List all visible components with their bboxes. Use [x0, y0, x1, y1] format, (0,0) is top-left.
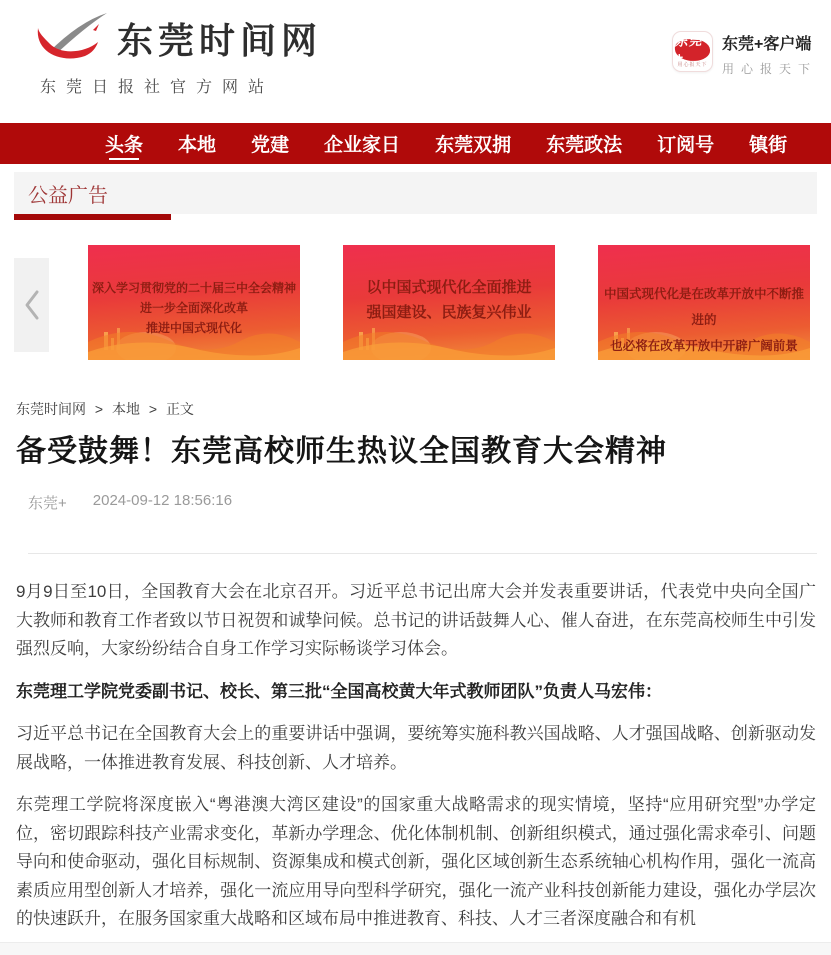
article-paragraph: 习近平总书记在全国教育大会上的重要讲话中强调，要统筹实施科教兴国战略、人才强国战略、创新驱动发展战略，一体推进教育发展、科技创新、人才培养。 — [16, 724, 816, 772]
meta-divider — [28, 553, 817, 554]
public-ad-underline — [14, 214, 171, 220]
breadcrumb-current: 正文 — [165, 401, 194, 417]
article-paragraph: 东莞理工学院将深度嵌入“粤港澳大湾区建设”的国家重大战略需求的现实情境，坚持“应用研究型”办学定位，密切跟踪科技产业需求变化，革新办学理念、优化体制机制、创新组织模式，通过强化需求牵引、问题导向和使命驱动，强化目标规制、资源集成和模式创新，强化区域创新生态系统轴心机构作用，强化一流高素质应用型创新人才培养，强化一流应用导向型科学研究，强化一流产业科技创新能力建设，强化办学层次的快速跃升，在服务国家重大战略和区域布局中推进教育、科技、人才三者深度融合和有机 — [16, 795, 816, 928]
article-timestamp: 2024-09-12 18:56:16 — [92, 492, 233, 509]
nav-item-towns[interactable]: 镇街 — [749, 135, 788, 156]
ad-banner-3[interactable] — [598, 245, 810, 360]
bottom-strip — [0, 942, 831, 955]
nav-item-subscriptions[interactable]: 订阅号 — [657, 135, 715, 156]
nav-item-party-building[interactable]: 党建 — [251, 135, 290, 156]
nav-item-headlines[interactable]: 头条 — [105, 123, 143, 164]
breadcrumb-section[interactable]: 本地 — [111, 401, 140, 417]
app-slogan: 用心报天下 — [721, 62, 817, 76]
banner-line: 以中国式现代化全面推进 — [366, 279, 532, 296]
banner-line: 进一步全面深化改革 — [139, 301, 248, 315]
chevron-left-icon — [22, 288, 42, 322]
breadcrumb-separator: > — [148, 401, 158, 417]
article-source: 东莞+ — [28, 495, 67, 512]
nav-item-local[interactable]: 本地 — [178, 135, 217, 156]
nav-item-entrepreneur-day[interactable]: 企业家日 — [324, 135, 401, 156]
carousel-prev-button[interactable] — [14, 258, 49, 352]
ad-banner-1[interactable] — [88, 245, 300, 360]
logo-swoosh-icon — [33, 10, 113, 66]
banner-line: 深入学习贯彻党的二十届三中全会精神 — [91, 281, 296, 295]
site-logo[interactable] — [33, 10, 322, 97]
banner-line: 推进中国式现代化 — [145, 321, 242, 335]
breadcrumb-home[interactable]: 东莞时间网 — [16, 401, 86, 417]
app-icon: 东莞+ 用心报天下 — [672, 31, 713, 72]
article-title: 备受鼓舞！东莞高校师生热议全国教育大会精神 — [16, 435, 667, 468]
article-paragraph: 9月9日至10日，全国教育大会在北京召开。习近平总书记出席大会并发表重要讲话，代表党中央向全国广大教师和教育工作者致以节日祝贺和诚挚问候。总书记的讲话鼓舞人心、催人奋进，在东莞高校师生中引发强烈反响，大家纷纷结合自身工作学习实际畅谈学习体会。 — [16, 582, 816, 658]
app-client-badge[interactable] — [672, 31, 817, 77]
article-meta — [28, 492, 232, 513]
site-header — [0, 0, 831, 123]
nav-item-politics-law[interactable]: 东莞政法 — [546, 135, 623, 156]
public-ad-section-header — [14, 172, 817, 214]
breadcrumb-separator: > — [94, 401, 104, 417]
banner-line: 也必将在改革开放中开辟广阔前景 — [610, 339, 798, 353]
app-icon-caption: 用心报天下 — [677, 62, 708, 68]
article-body — [16, 578, 816, 948]
ad-banner-2[interactable] — [343, 245, 555, 360]
site-name: 东莞时间网 — [117, 19, 323, 61]
site-subtitle: 东莞日报社官方网站 — [40, 79, 275, 96]
banner-line: 强国建设、民族复兴伟业 — [366, 304, 532, 321]
app-name: 东莞+客户端 — [721, 36, 812, 53]
banner-line: 中国式现代化是在改革开放中不断推进的 — [603, 287, 804, 327]
nav-item-military-support[interactable]: 东莞双拥 — [435, 135, 512, 156]
article-paragraph-speaker: 东莞理工学院党委副书记、校长、第三批“全国高校黄大年式教师团队”负责人马宏伟： — [16, 681, 662, 701]
breadcrumb — [16, 399, 194, 419]
main-nav — [0, 123, 831, 164]
public-ad-title: 公益广告 — [28, 184, 108, 207]
